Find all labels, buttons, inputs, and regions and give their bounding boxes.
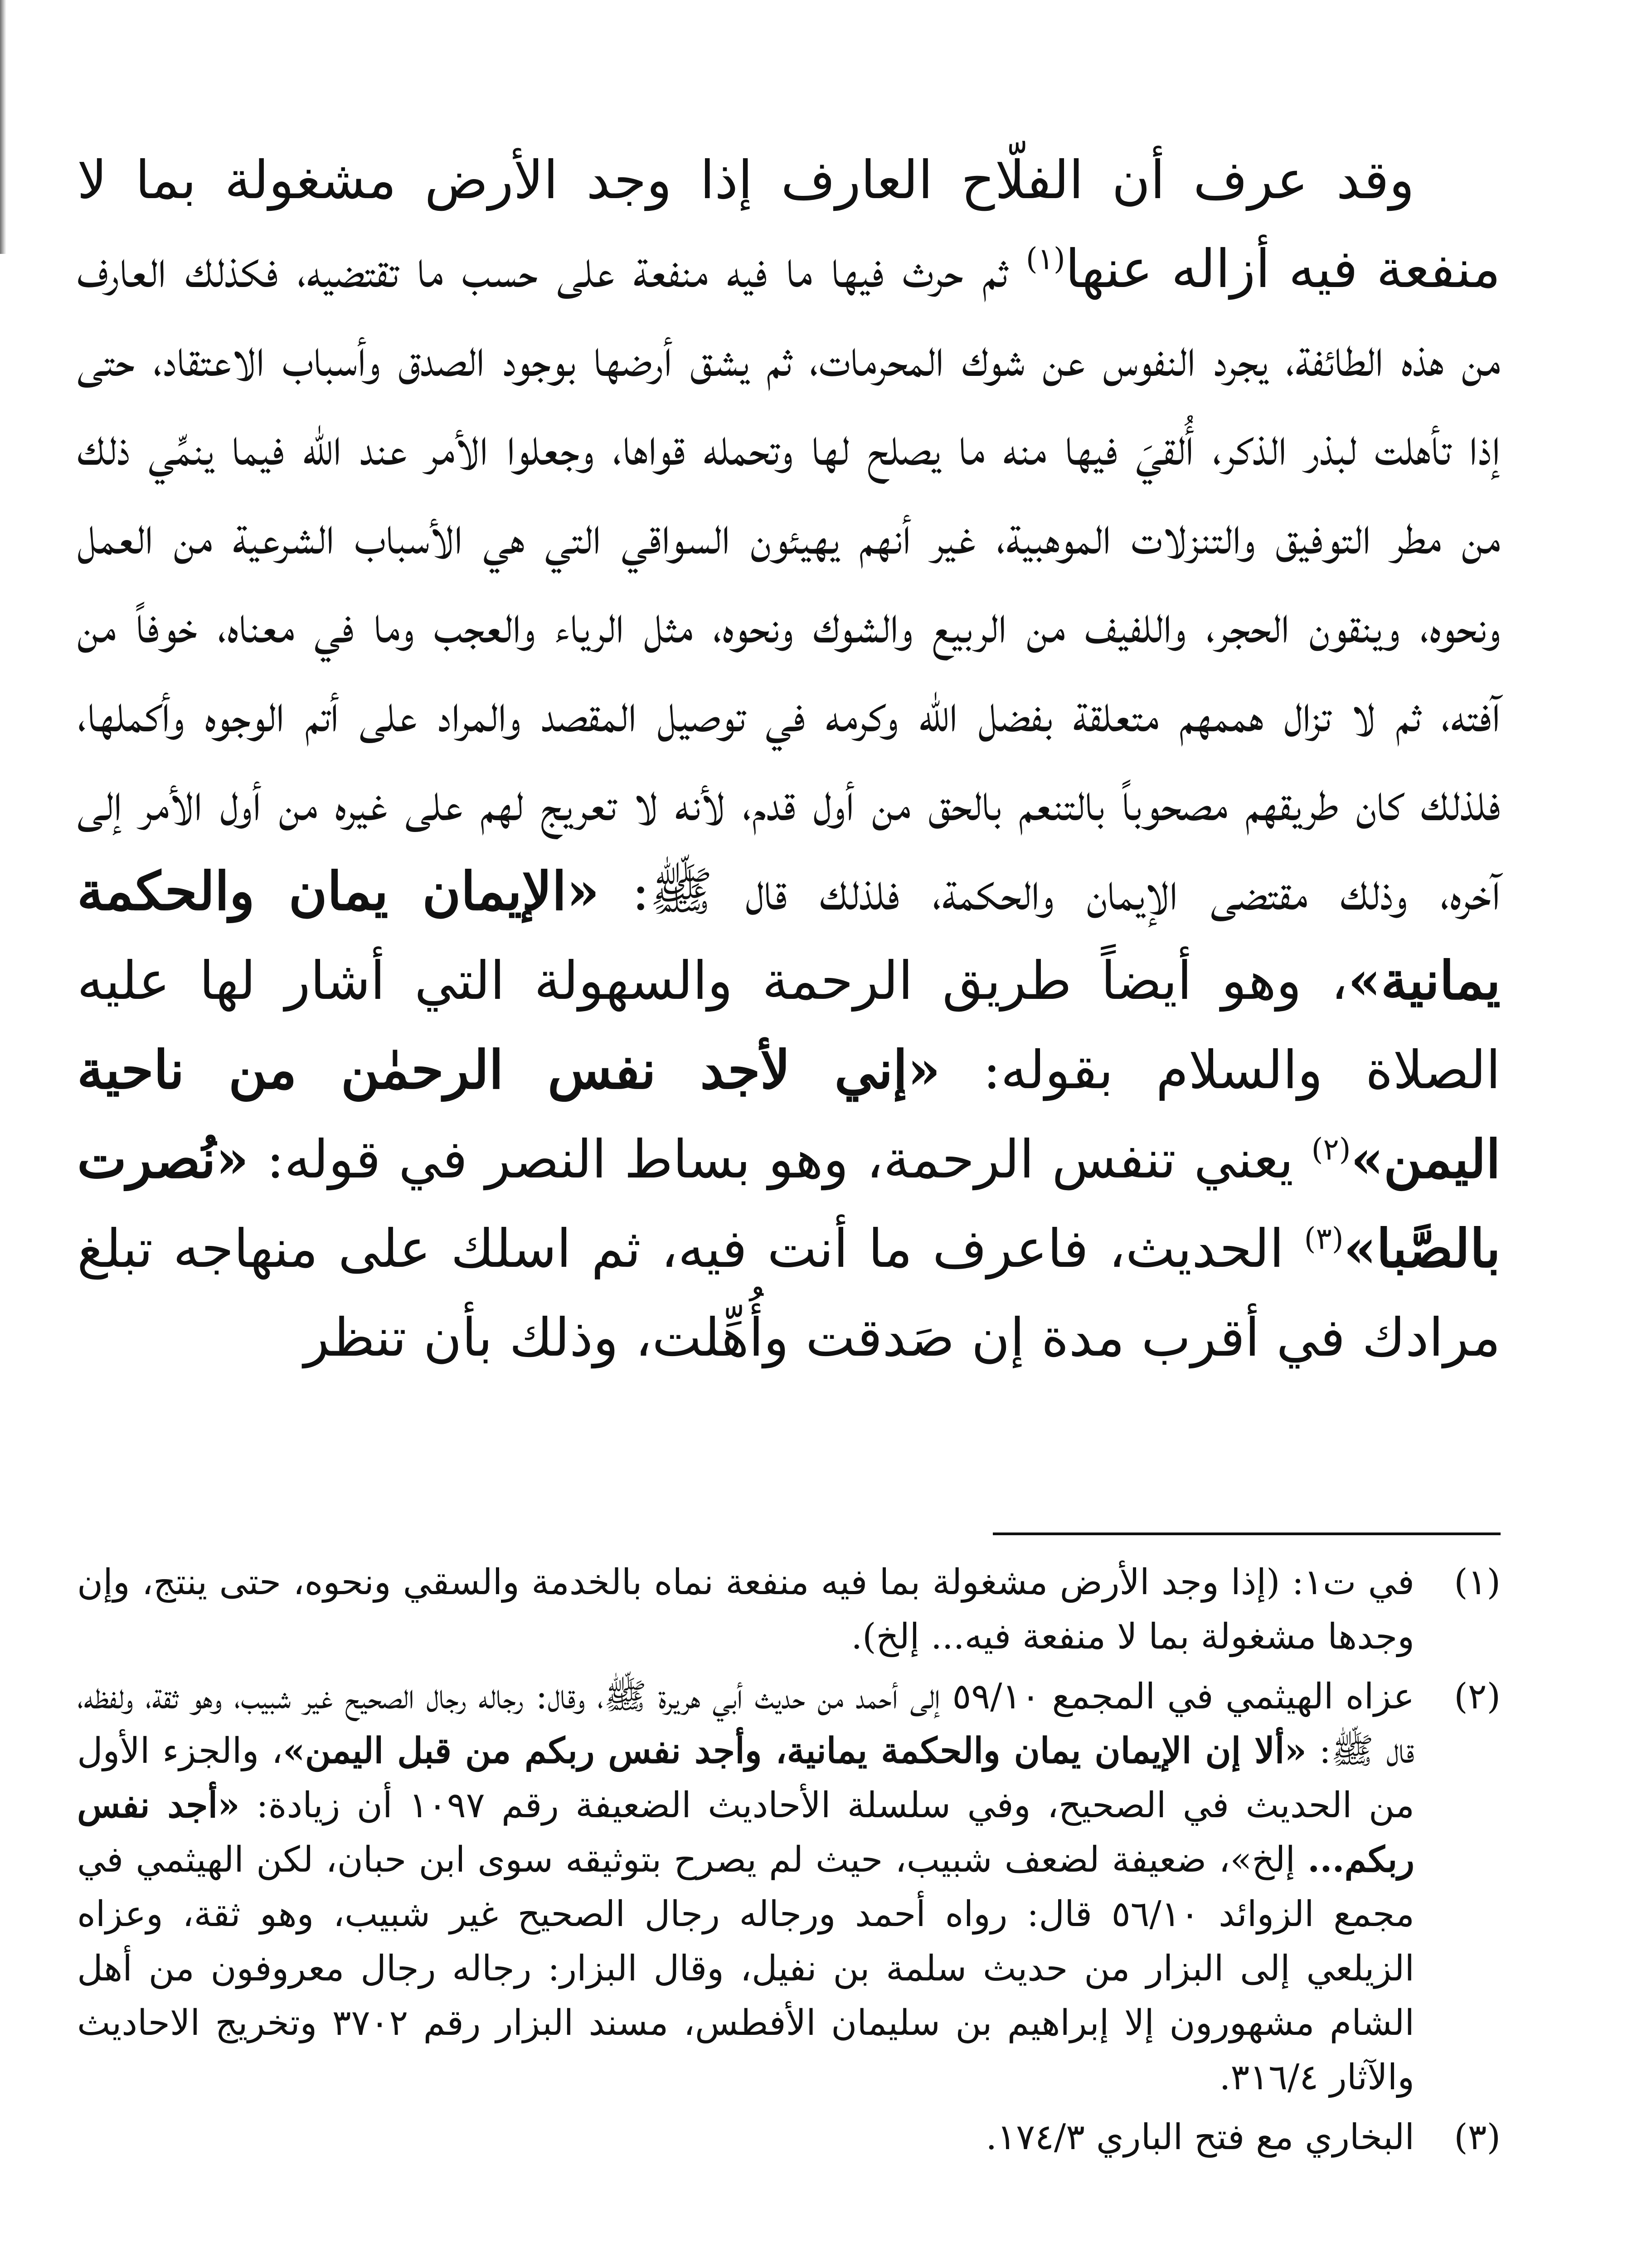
- hadith-quote: «إني لأجد نفس الرحمٰن من ناحية اليمن»: [77, 1039, 1501, 1190]
- footnote-ref-2: (٢): [1311, 1132, 1351, 1167]
- footnote-ref-3: (٣): [1304, 1221, 1344, 1256]
- footnote-3: [77, 2110, 1501, 2165]
- scan-edge-mark: [0, 0, 6, 254]
- hadith-quote: «الإيمان يمان والحكمة يمانية»: [77, 861, 1501, 1012]
- footnote-number: (١): [1454, 1562, 1501, 1603]
- footnote-text: عزاه الهيثمي في المجمع ٥٩/١٠ إلى أحمد من حديث أبي هريرة ﷺ، وقال: رجاله رجال الصحيح غير شبيب، وهو ثقة، ولفظه، قال ﷺ:: [77, 1676, 1414, 1771]
- footnote-2: [77, 1669, 1501, 2105]
- hadith-quote: «ألا إن الإيمان يمان والحكمة يمانية، وأجد نفس ربكم من قبل اليمن»: [283, 1730, 1307, 1771]
- footnote-text: في ت١: (إذا وجد الأرض مشغولة بما فيه منفعة نماه بالخدمة والسقي ونحوه، حتى ينتج، وإن وجدها مشغولة بما لا منفعة فيه... إلخ).: [77, 1562, 1414, 1657]
- footnote-1: [77, 1555, 1501, 1664]
- footnote-number: (٣): [1454, 2117, 1501, 2158]
- hadith-quote: «أجد نفس ربكم...: [77, 1785, 1414, 1880]
- footnote-text: ، والجزء الأول من الحديث في الصحيح، وفي سلسلة الأحاديث الضعيفة رقم ١٠٩٧ أن زيادة:: [77, 1731, 1415, 1826]
- paragraph-text: ثم حرث فيها ما فيه منفعة على حسب ما تقتضيه، فكذلك العارف من هذه الطائفة، يجرد النفوس عن شوك المحرمات، ثم يشق أرضها بوجود الصدق وأسباب الاعتقاد، حتى إذا تأهلت لبذر الذكر، أُلقيَ فيها منه ما يصلح لها وتحمله قواها، وجعلوا الأمر عند الله فيما ينمِّي ذلك من مطر التوفيق والتنزلات الموهبية، غير أنهم يهيئون السواقي التي هي الأسباب الشرعية من العمل ونحوه، وينقون الحجر، واللفيف من الربيع والشوك ونحوه، مثل الرياء والعجب وما في معناه، خوفاً من آفته، ثم لا تزال هممهم متعلقة بفضل الله وكرمه في توصيل المقصد والمراد على أتم الوجوه وأكملها، فلذلك كان طريقهم مصحوباً بالتنعم بالحق من أول قدم، لأنه لا تعريج لهم على غيره من أول الأمر إلى آخره، وذلك مقتضى الإيمان والحكمة، فلذلك قال ﷺ:: [77, 238, 1501, 922]
- footnote-number: (٢): [1454, 1676, 1501, 1717]
- paragraph-text: وقد عرف أن الفلّاح العارف إذا وجد الأرض مشغولة بما لا منفعة فيه أزاله عنها: [77, 150, 1501, 300]
- paragraph-text: الحديث، فاعرف ما أنت فيه، ثم اسلك على منهاجه تبلغ مرادك في أقرب مدة إن صَدقت وأُهِّلت، وذلك بأن تنظر: [77, 1218, 1501, 1368]
- footnote-text: البخاري مع فتح الباري ١٧٤/٣.: [986, 2117, 1414, 2158]
- footnotes-section: [77, 1555, 1501, 2170]
- paragraph-text: يعني تنفس الرحمة، وهو بساط النصر في قوله:: [248, 1129, 1312, 1190]
- hadith-quote: «نُصرت بالصَّبا»: [77, 1129, 1501, 1279]
- footnote-separator: [993, 1532, 1501, 1535]
- paragraph-text: ، وهو أيضاً طريق الرحمة والسهولة التي أشار لها عليه الصلاة والسلام بقوله:: [77, 950, 1501, 1101]
- footnote-ref-1: (١): [1025, 241, 1065, 277]
- footnote-text: إلخ»، ضعيفة لضعف شبيب، حيث لم يصرح بتوثيقه سوى ابن حبان، لكن الهيثمي في مجمع الزوائد ٥٦/١٠ قال: رواه أحمد ورجاله رجال الصحيح غير شبيب، وهو ثقة، وعزاه الزيلعي إلى البزار من حديث سلمة بن نفيل، وقال البزار: رجاله رجال معروفون من أهل الشام مشهورون إلا إبراهيم بن سليمان الأفطس، مسند البزار رقم ٣٧٠٢ وتخريج الاحاديث والآثار ٣١٦/٤.: [77, 1839, 1414, 2098]
- main-paragraph: [77, 136, 1501, 1382]
- main-text: [77, 136, 1501, 1382]
